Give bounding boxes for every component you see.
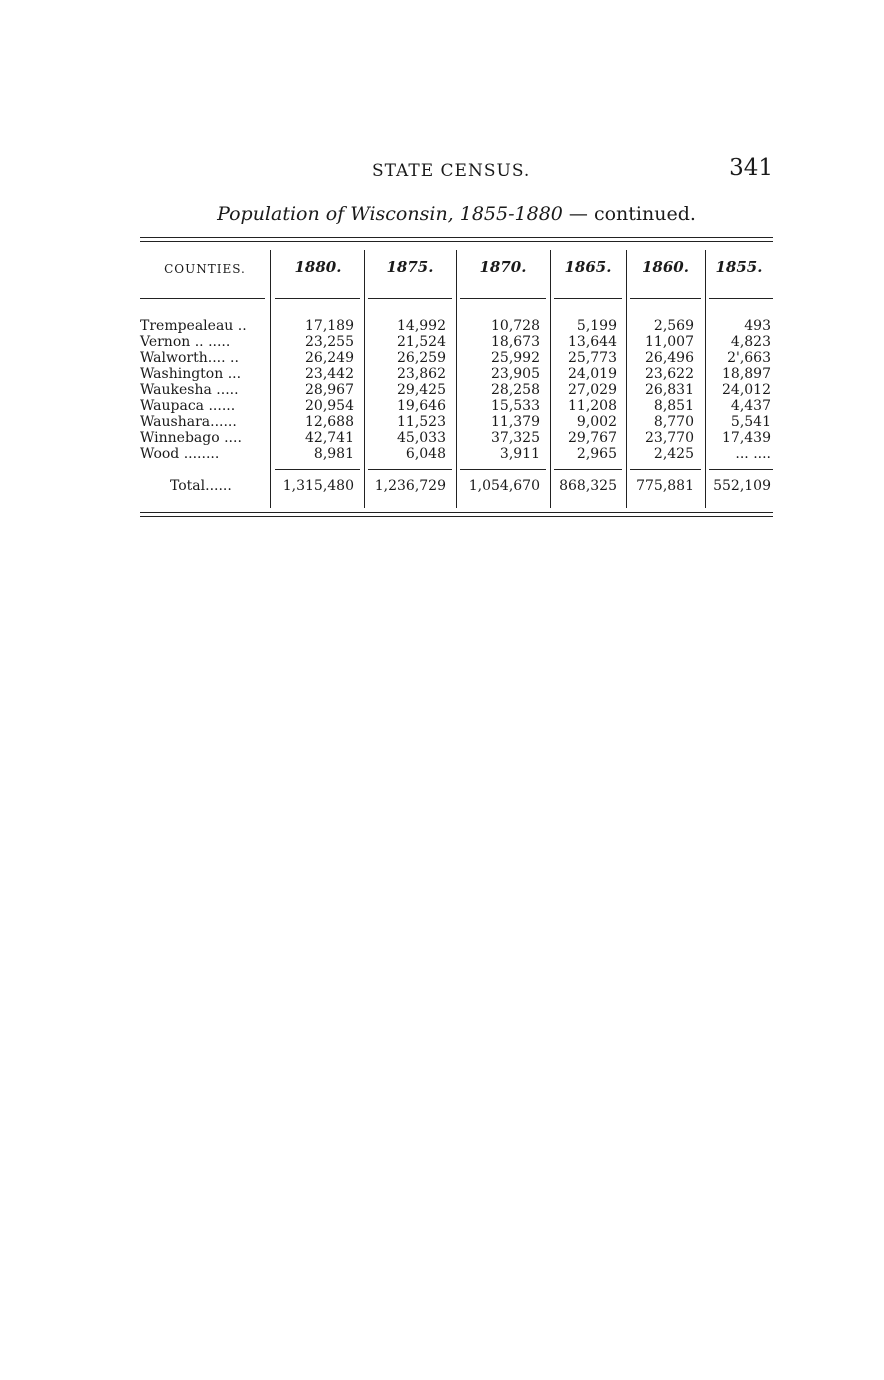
total-rule bbox=[630, 469, 701, 470]
table-cell: 493 bbox=[744, 318, 771, 334]
table-cell: 9,002 bbox=[576, 414, 617, 430]
table-cell: 26,496 bbox=[645, 350, 694, 366]
county-name: Waushara...... bbox=[140, 414, 237, 430]
table-cell: 18,673 bbox=[491, 334, 540, 350]
total-rule bbox=[368, 469, 452, 470]
county-name: Waukesha ..... bbox=[140, 382, 239, 398]
county-name: Waupaca ...... bbox=[140, 398, 236, 414]
table-cell: 23,862 bbox=[397, 366, 446, 382]
table-cell: 25,992 bbox=[491, 350, 540, 366]
table-cell: 26,831 bbox=[645, 382, 694, 398]
colhead-1855: 1855. bbox=[715, 258, 763, 276]
county-name: Wood ........ bbox=[140, 446, 220, 462]
table-cell: 13,644 bbox=[568, 334, 617, 350]
top-rule-2 bbox=[140, 241, 773, 242]
table-cell: 17,189 bbox=[305, 318, 354, 334]
table-cell: 37,325 bbox=[491, 430, 540, 446]
table-cell: 23,905 bbox=[491, 366, 540, 382]
colhead-1865: 1865. bbox=[564, 258, 612, 276]
table-cell: 4,823 bbox=[730, 334, 771, 350]
header-underline bbox=[630, 298, 701, 299]
total-cell: 1,315,480 bbox=[282, 478, 354, 494]
table-cell: 17,439 bbox=[722, 430, 771, 446]
table-caption bbox=[140, 203, 773, 225]
header-underline bbox=[140, 298, 265, 299]
county-name: Trempealeau .. bbox=[140, 318, 247, 334]
table-cell: 11,208 bbox=[568, 398, 617, 414]
table-cell: 8,981 bbox=[313, 446, 354, 462]
table-cell: ... .... bbox=[735, 446, 771, 462]
running-head: STATE CENSUS. bbox=[372, 161, 531, 181]
table-cell: 8,851 bbox=[653, 398, 694, 414]
table-cell: 24,012 bbox=[722, 382, 771, 398]
table-cell: 11,523 bbox=[397, 414, 446, 430]
table-cell: 23,442 bbox=[305, 366, 354, 382]
table-cell: 5,541 bbox=[730, 414, 771, 430]
table-cell: 19,646 bbox=[397, 398, 446, 414]
table-cell: 5,199 bbox=[576, 318, 617, 334]
table-cell: 14,992 bbox=[397, 318, 446, 334]
column-rule bbox=[270, 250, 271, 508]
table-cell: 6,048 bbox=[405, 446, 446, 462]
header-underline bbox=[275, 298, 360, 299]
table-cell: 20,954 bbox=[305, 398, 354, 414]
table-cell: 24,019 bbox=[568, 366, 617, 382]
table-cell: 29,767 bbox=[568, 430, 617, 446]
column-rule bbox=[456, 250, 457, 508]
header-underline bbox=[709, 298, 773, 299]
county-name: Vernon .. ..... bbox=[140, 334, 231, 350]
header-underline bbox=[460, 298, 546, 299]
total-rule bbox=[554, 469, 622, 470]
bottom-rule bbox=[140, 512, 773, 513]
bottom-rule-2 bbox=[140, 516, 773, 517]
table-cell: 2,425 bbox=[653, 446, 694, 462]
table-cell: 2,569 bbox=[653, 318, 694, 334]
total-rule bbox=[709, 469, 773, 470]
colhead-1870: 1870. bbox=[479, 258, 527, 276]
table-cell: 27,029 bbox=[568, 382, 617, 398]
total-cell: 1,236,729 bbox=[374, 478, 446, 494]
table-cell: 8,770 bbox=[653, 414, 694, 430]
total-cell: 775,881 bbox=[636, 478, 694, 494]
county-name: Washington ... bbox=[140, 366, 242, 382]
table-cell: 28,967 bbox=[305, 382, 354, 398]
total-label: Total...... bbox=[170, 478, 232, 494]
table-cell: 4,437 bbox=[730, 398, 771, 414]
table-cell: 25,773 bbox=[568, 350, 617, 366]
table-cell: 42,741 bbox=[305, 430, 354, 446]
page-number: 341 bbox=[729, 155, 773, 181]
total-cell: 1,054,670 bbox=[468, 478, 540, 494]
table-cell: 2,965 bbox=[576, 446, 617, 462]
table-cell: 2',663 bbox=[727, 350, 771, 366]
table-cell: 21,524 bbox=[397, 334, 446, 350]
caption-continued: — continued. bbox=[562, 203, 696, 225]
table-cell: 23,770 bbox=[645, 430, 694, 446]
column-rule bbox=[550, 250, 551, 508]
table-cell: 12,688 bbox=[305, 414, 354, 430]
county-name: Walworth.... .. bbox=[140, 350, 239, 366]
table-cell: 3,911 bbox=[499, 446, 540, 462]
table-cell: 10,728 bbox=[491, 318, 540, 334]
table-cell: 29,425 bbox=[397, 382, 446, 398]
total-cell: 552,109 bbox=[713, 478, 771, 494]
colhead-1860: 1860. bbox=[642, 258, 689, 276]
table-cell: 26,259 bbox=[397, 350, 446, 366]
table-cell: 28,258 bbox=[491, 382, 540, 398]
table-cell: 15,533 bbox=[491, 398, 540, 414]
table-cell: 23,255 bbox=[305, 334, 354, 350]
column-rule bbox=[364, 250, 365, 508]
table-cell: 45,033 bbox=[397, 430, 446, 446]
header-underline bbox=[554, 298, 622, 299]
column-rule bbox=[705, 250, 706, 508]
table-cell: 23,622 bbox=[645, 366, 694, 382]
table-cell: 11,007 bbox=[645, 334, 694, 350]
colhead-1875: 1875. bbox=[386, 258, 434, 276]
table-cell: 11,379 bbox=[491, 414, 540, 430]
table-cell: 18,897 bbox=[722, 366, 771, 382]
caption-title: Population of Wisconsin, 1855-1880 bbox=[217, 203, 563, 225]
total-rule bbox=[275, 469, 360, 470]
column-rule bbox=[626, 250, 627, 508]
total-cell: 868,325 bbox=[559, 478, 617, 494]
top-rule bbox=[140, 237, 773, 238]
county-name: Winnebago .... bbox=[140, 430, 242, 446]
page-header bbox=[140, 155, 773, 185]
header-underline bbox=[368, 298, 452, 299]
colhead-1880: 1880. bbox=[294, 258, 342, 276]
table-cell: 26,249 bbox=[305, 350, 354, 366]
total-rule bbox=[460, 469, 546, 470]
colhead-counties: COUNTIES. bbox=[164, 262, 246, 276]
